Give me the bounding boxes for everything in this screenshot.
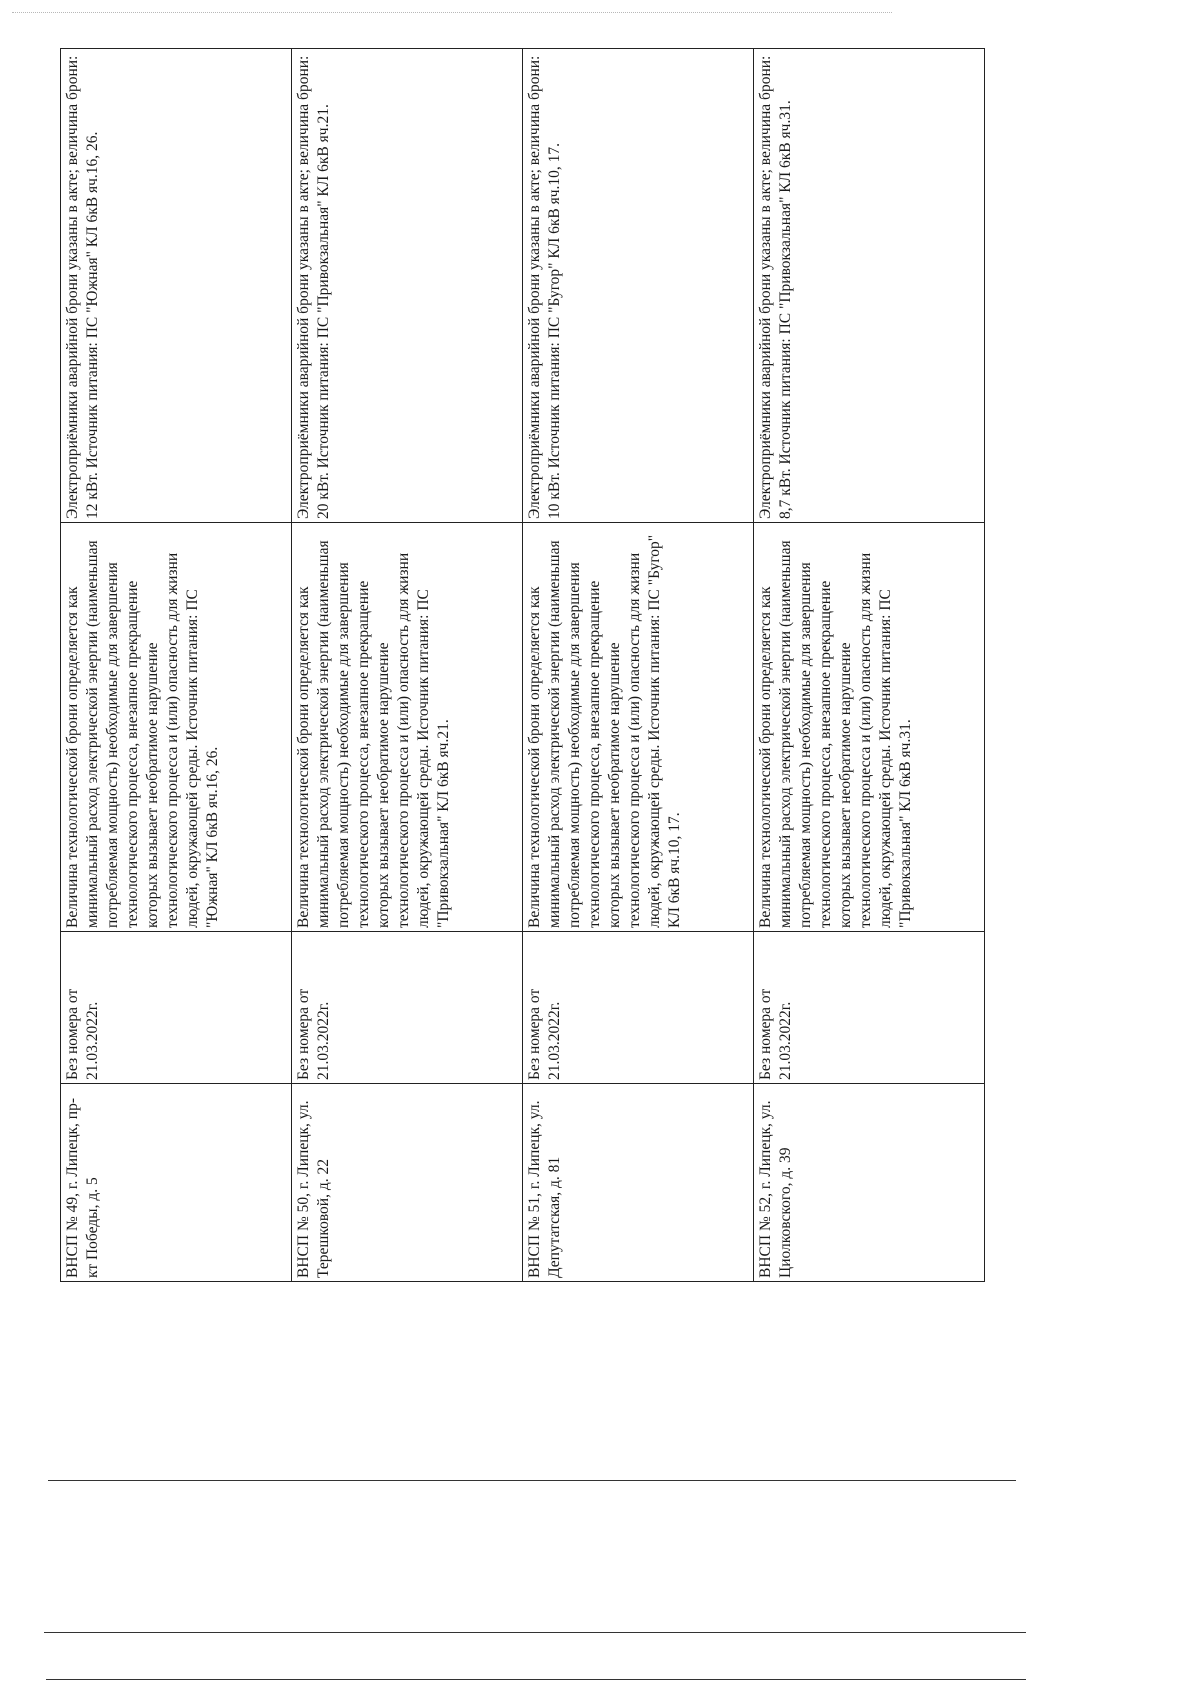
- signature-line: [48, 1480, 1016, 1481]
- table-row: [61, 49, 292, 1282]
- cell-tech-reserve: Величина технологической брони определяется как минимальный расход электрической энергии (наименьшая потребляемая мощность) необходимые для завершения технологического процесса, внезапное прекращение которых вызывает необратимое нарушение технологического процесса и (или) опасность для жизни людей, окружающей среды. Источник питания: ПС "Южная" КЛ 6кВ яч.16, 26.: [61, 523, 292, 932]
- cell-object: ВНСП № 50, г. Липецк, ул. Терешковой, д. 22: [292, 1084, 523, 1282]
- table-row: [523, 49, 754, 1282]
- cell-emergency-reserve: Электроприёмники аварийной брони указаны в акте; величина брони: 10 кВт. Источник питания: ПС "Бугор" КЛ 6кВ яч.10, 17.: [523, 49, 754, 523]
- cell-tech-reserve: Величина технологической брони определяется как минимальный расход электрической энергии (наименьшая потребляемая мощность) необходимые для завершения технологического процесса, внезапное прекращение которых вызывает необратимое нарушение технологического процесса и (или) опасность для жизни людей, окружающей среды. Источник питания: ПС "Привокзальная" КЛ 6кВ яч.21.: [292, 523, 523, 932]
- cell-object: ВНСП № 51, г. Липецк, ул. Депутатская, д. 81: [523, 1084, 754, 1282]
- cell-emergency-reserve: Электроприёмники аварийной брони указаны в акте; величина брони: 12 кВт. Источник питания: ПС "Южная" КЛ 6кВ яч.16, 26.: [61, 49, 292, 523]
- cell-emergency-reserve: Электроприёмники аварийной брони указаны в акте; величина брони: 20 кВт. Источник питания: ПС "Привокзальная" КЛ 6кВ яч.21.: [292, 49, 523, 523]
- cell-tech-reserve: Величина технологической брони определяется как минимальный расход электрической энергии (наименьшая потребляемая мощность) необходимые для завершения технологического процесса, внезапное прекращение которых вызывает необратимое нарушение технологического процесса и (или) опасность для жизни людей, окружающей среды. Источник питания: ПС "Привокзальная" КЛ 6кВ яч.31.: [754, 523, 985, 932]
- signature-line: [44, 1632, 1026, 1633]
- cell-emergency-reserve: Электроприёмники аварийной брони указаны в акте; величина брони: 8,7 кВт. Источник питания: ПС "Привокзальная" КЛ 6кВ яч.31.: [754, 49, 985, 523]
- cell-act: Без номера от 21.03.2022г.: [61, 932, 292, 1084]
- reserve-table: [60, 48, 985, 1282]
- cell-tech-reserve: Величина технологической брони определяется как минимальный расход электрической энергии (наименьшая потребляемая мощность) необходимые для завершения технологического процесса, внезапное прекращение которых вызывает необратимое нарушение технологического процесса и (или) опасность для жизни людей, окружающей среды. Источник питания: ПС "Бугор" КЛ 6кВ яч.10, 17.: [523, 523, 754, 932]
- cell-act: Без номера от 21.03.2022г.: [523, 932, 754, 1084]
- cell-object: ВНСП № 52, г. Липецк, ул. Циолковского, д. 39: [754, 1084, 985, 1282]
- signature-line: [46, 1679, 1026, 1680]
- table-row: [754, 49, 985, 1282]
- cell-act: Без номера от 21.03.2022г.: [292, 932, 523, 1084]
- cell-object: ВНСП № 49, г. Липецк, пр-кт Победы, д. 5: [61, 1084, 292, 1282]
- rotated-table-container: [60, 49, 985, 1282]
- cell-act: Без номера от 21.03.2022г.: [754, 932, 985, 1084]
- table-row: [292, 49, 523, 1282]
- top-dotted-rule: [12, 12, 892, 13]
